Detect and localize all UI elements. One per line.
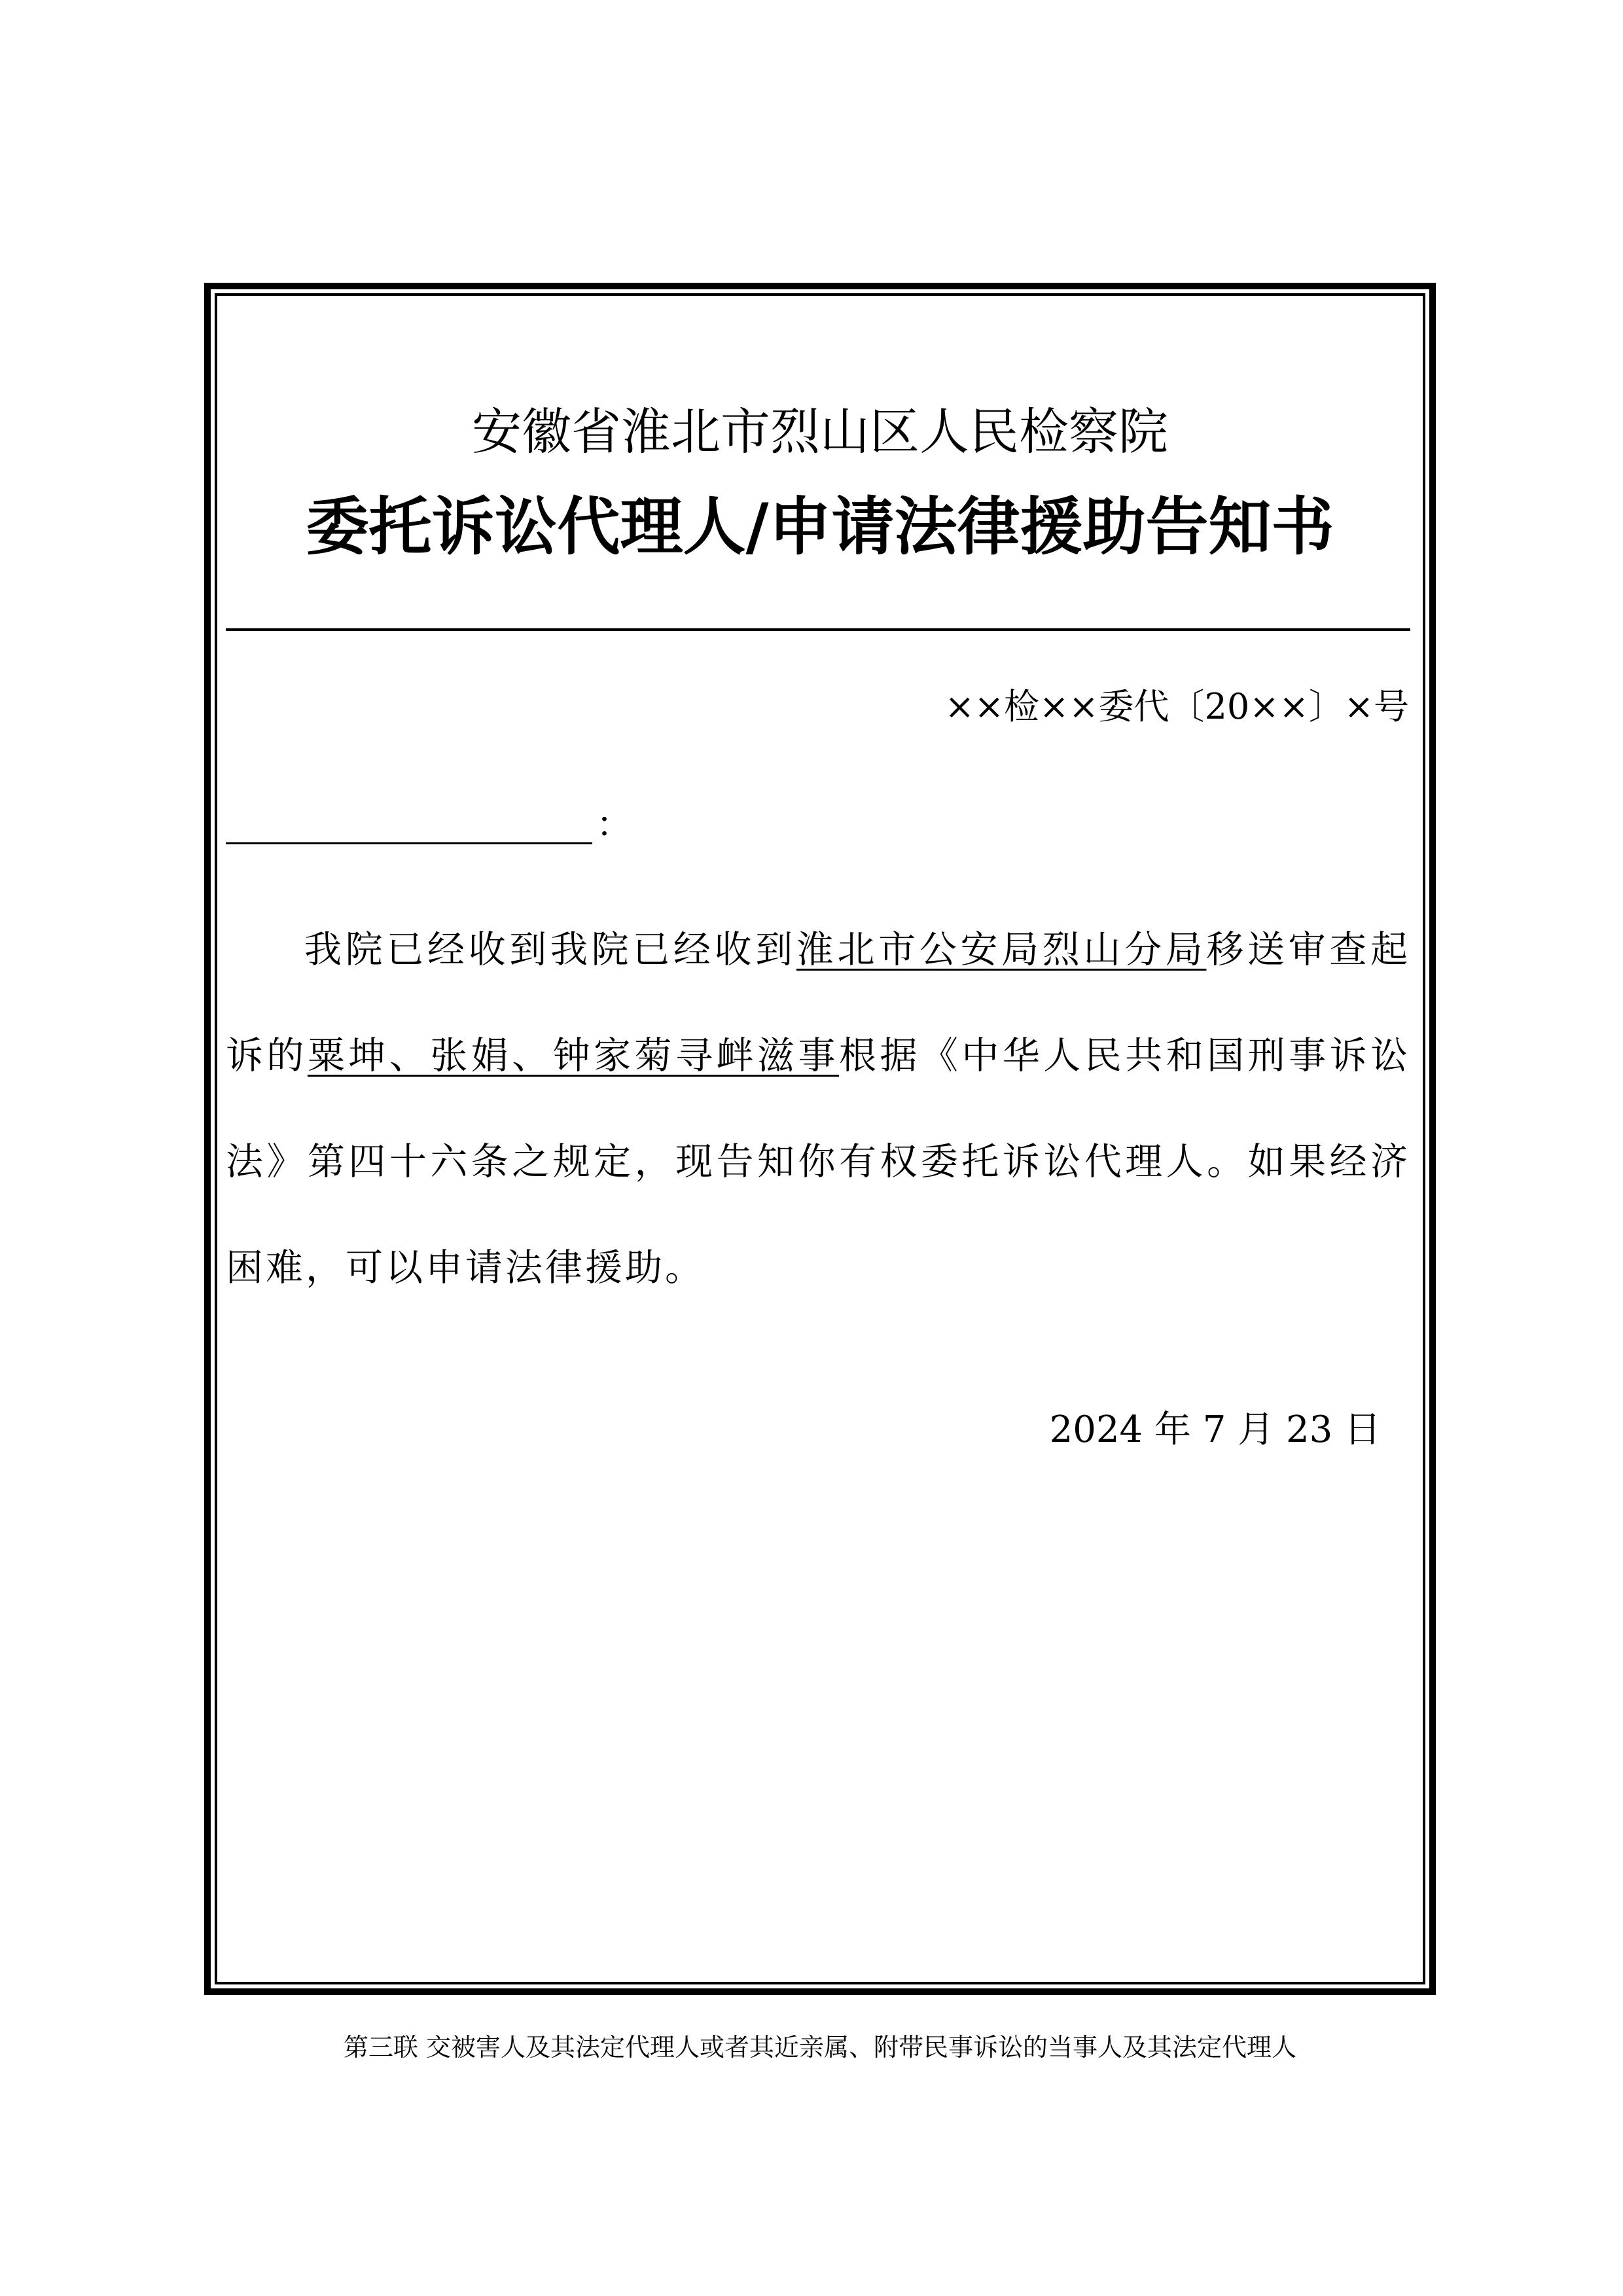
document-title: 委托诉讼代理人/申请法律援助告知书 (306, 490, 1334, 564)
addressee-blank (226, 803, 592, 844)
transferring-agency: 淮北市公安局烈山分局 (796, 928, 1207, 971)
addressee-line (226, 798, 632, 844)
issuing-organization: 安徽省淮北市烈山区人民检察院 (472, 403, 1168, 461)
case-name: 粟坤、张娟、钟家菊寻衅滋事 (307, 1034, 839, 1077)
notice-body (226, 897, 1410, 1321)
body-transfer-text: 移送审查起诉的 (226, 928, 1411, 1077)
issue-date: 2024 年 7 月 23 日 (1049, 1408, 1381, 1451)
body-intro: 我院已经收到我院已经收到 (304, 928, 796, 971)
title-divider (226, 628, 1410, 631)
addressee-colon: ： (596, 804, 632, 845)
body-rest: 根据《中华人民共和国刑事诉讼法》第四十六条之规定，现告知你有权委托诉讼代理人。如果经济困难，可以申请法律援助。 (226, 1034, 1411, 1289)
copy-note: 第三联 交被害人及其法定代理人或者其近亲属、附带民事诉讼的当事人及其法定代理人 (343, 2033, 1297, 2062)
document-number: ××检××委代〔20××〕×号 (944, 686, 1409, 727)
